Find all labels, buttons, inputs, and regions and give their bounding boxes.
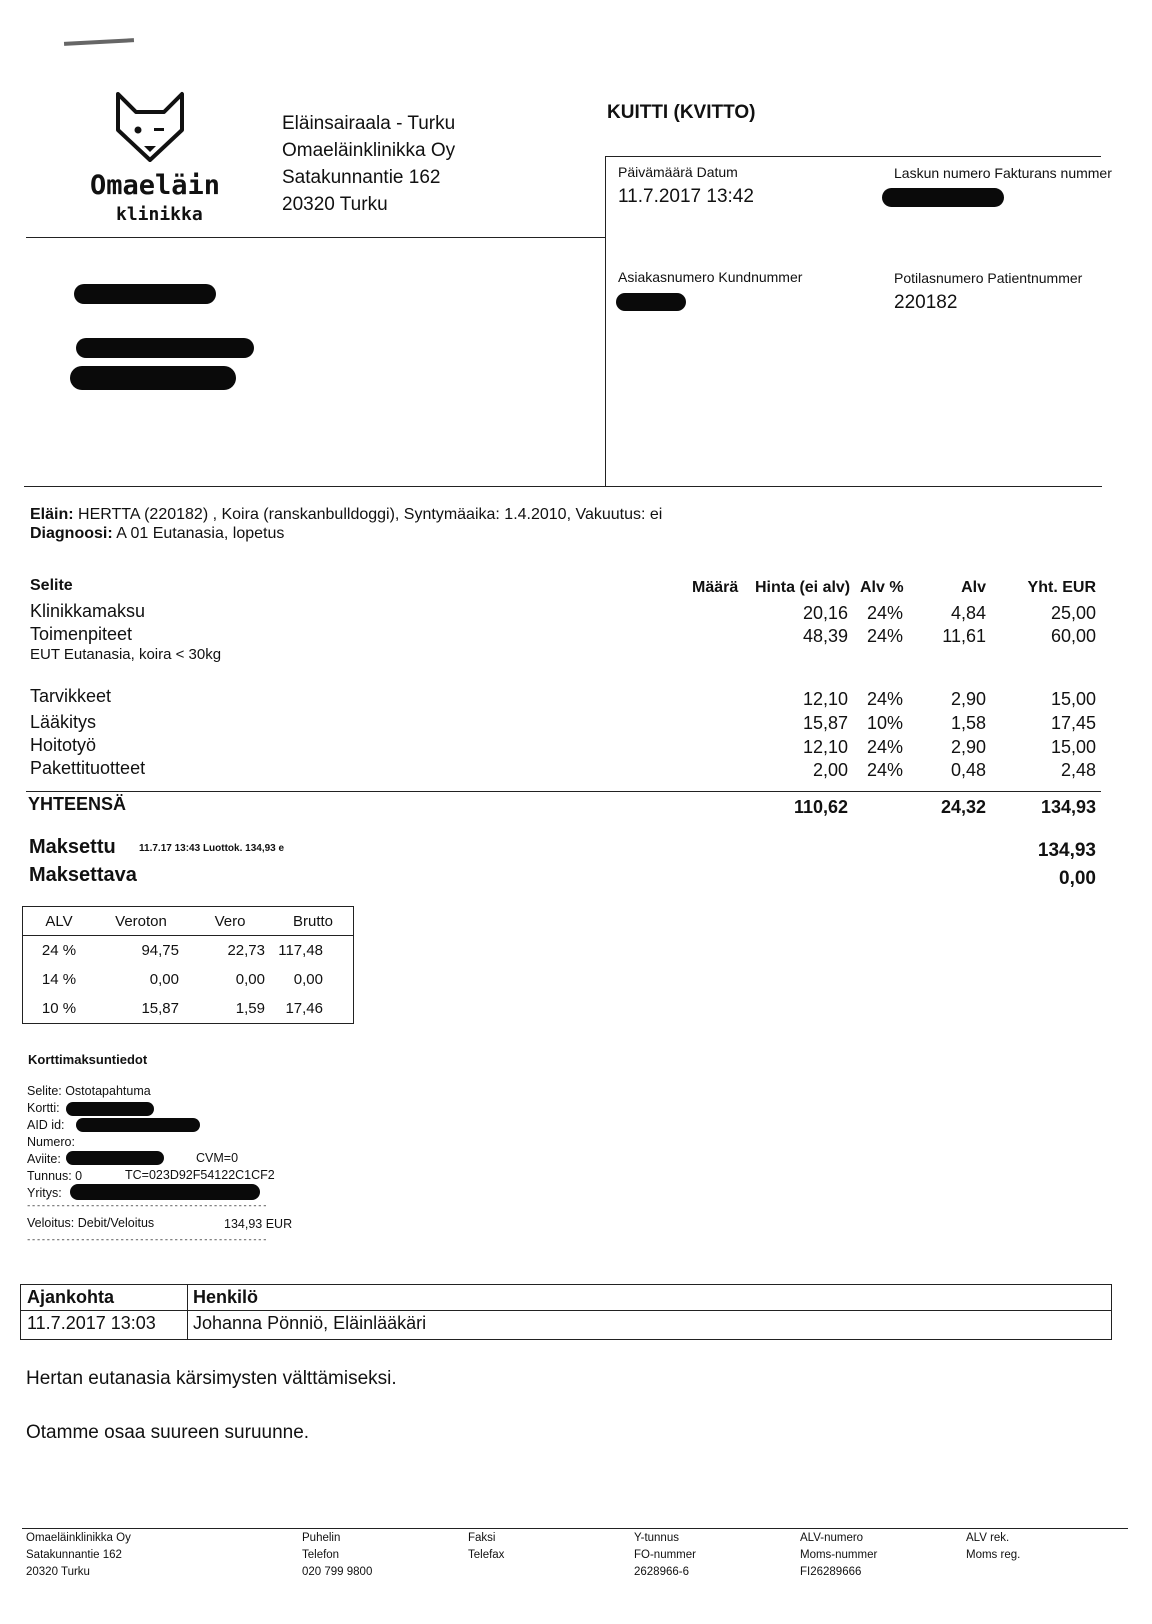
card-numero: Numero: [27,1135,75,1149]
footer-line: 020 799 9800 [302,1566,373,1578]
row-vatpct: 24% [867,689,904,709]
row-desc: Hoitotyö [30,735,97,755]
receipt-title: KUITTI (KVITTO) [607,102,756,123]
visit-person: Johanna Pönniö, Eläinlääkäri [193,1313,427,1333]
divider [26,237,606,238]
col-header-desc: Selite [30,577,73,594]
card-dash-line: ------------------------------------------------- [26,1235,268,1245]
vat-rate: 10 % [41,1000,77,1017]
visit-header-time: Ajankohta [27,1287,115,1307]
footer-line: Satakunnantie 162 [26,1549,122,1561]
vat-tax: 1,59 [235,1000,265,1017]
card-title: Korttimaksuntiedot [28,1052,148,1067]
total-label: YHTEENSÄ [28,794,127,814]
row-price: 15,87 [802,713,848,733]
patient-label: Potilasnumero Patientnummer [894,270,1083,286]
logo-wordmark-sub: klinikka [116,204,203,225]
divider [605,156,1101,157]
address-line: Eläinsairaala - Turku [282,113,456,134]
note-line: Hertan eutanasia kärsimysten välttämiseksi. [26,1368,397,1389]
col-header-price: Hinta (ei alv) [755,579,851,596]
vat-header-net: Veroton [95,907,187,936]
row-price: 12,10 [802,689,848,709]
row-vatpct: 24% [867,603,904,623]
row-vatpct: 10% [867,713,904,733]
footer-line: Moms-nummer [800,1549,878,1561]
row-vatpct: 24% [867,760,904,780]
table-row [23,965,354,994]
diagnosis-info [30,525,284,543]
total-vat: 24,32 [940,797,986,817]
footer-line: Faksi [468,1532,496,1544]
divider [22,1528,1128,1529]
footer-fax [468,1530,504,1564]
divider [605,156,606,486]
date-label: Päivämäärä Datum [618,164,738,180]
row-total: 25,00 [1050,603,1096,623]
visit-table [20,1284,1112,1340]
row-vatpct: 24% [867,626,904,646]
due-label: Maksettava [29,864,137,886]
vat-net: 94,75 [141,942,179,959]
footer-line: Omaeläinklinikka Oy [26,1532,131,1544]
paid-note: 11.7.17 13:43 Luottok. 134,93 e [139,843,285,854]
animal-label: Eläin: [30,506,74,523]
footer-line: 20320 Turku [26,1566,90,1578]
row-price: 48,39 [802,626,848,646]
row-desc: Pakettituotteet [30,758,146,778]
redacted-customer-street [76,338,254,358]
footer-company [26,1530,131,1581]
row-price: 12,10 [802,737,848,757]
address-line: 20320 Turku [282,194,388,215]
animal-value: HERTTA (220182) , Koira (ranskanbulldoggi), Syntymäaika: 1.4.2010, Vakuutus: ei [78,506,663,523]
card-tc: TC=023D92F54122C1CF2 [125,1168,275,1182]
footer-line: Telefax [468,1549,505,1561]
footer-line: Telefon [302,1549,340,1561]
invoice-label: Laskun numero Fakturans nummer [894,165,1112,181]
footer-line: FO-nummer [634,1549,696,1561]
row-total: 2,48 [1060,760,1096,780]
row-sub-desc: EUT Eutanasia, koira < 30kg [30,646,222,663]
redacted-aid [76,1118,200,1132]
row-vat: 11,61 [942,626,986,646]
vat-net: 15,87 [141,1000,179,1017]
note-line: Otamme osaa suureen suruunne. [26,1422,310,1443]
row-vat: 2,90 [950,689,986,709]
redacted-aviite [66,1151,164,1165]
vat-rate: 24 % [41,942,77,959]
footer-line: FI26289666 [800,1566,862,1578]
date-value: 11.7.2017 13:42 [618,186,754,207]
paid-label: Maksettu [29,836,116,858]
col-header-total: Yht. EUR [1027,579,1096,596]
address-line: Satakunnantie 162 [282,167,441,188]
redacted-customer-city [70,366,236,390]
total-price: 110,62 [793,797,848,817]
footer-line: Puhelin [302,1532,341,1544]
table-row [23,994,354,1024]
due-value: 0,00 [1059,868,1096,889]
row-total: 60,00 [1050,626,1096,646]
diagnosis-value: A 01 Eutanasia, lopetus [116,525,285,542]
col-header-vat: Alv [961,579,986,596]
row-vat: 4,84 [950,603,986,623]
footer-line: ALV-numero [800,1532,864,1544]
row-price: 20,16 [802,603,848,623]
vat-gross: 17,46 [285,1000,323,1017]
card-yritys: Yritys: [27,1186,62,1200]
paid-value: 134,93 [1037,840,1096,861]
row-desc: Lääkitys [30,712,97,732]
col-header-vatpct: Alv % [860,579,904,596]
address-line: Omaeläinklinikka Oy [282,140,456,161]
vat-header-rate: ALV [23,907,96,936]
footer-alvnum [800,1530,877,1581]
row-price: 2,00 [812,760,848,780]
row-total: 15,00 [1050,737,1096,757]
row-vat: 1,58 [950,713,986,733]
table-row [23,936,354,966]
card-tunnus: Tunnus: 0 [27,1169,83,1183]
visit-time: 11.7.2017 13:03 [27,1313,156,1333]
vat-gross: 117,48 [278,942,323,959]
row-total: 15,00 [1050,689,1096,709]
row-vat: 2,90 [950,737,986,757]
card-cvm: CVM=0 [196,1151,239,1165]
logo-wordmark: Omaeläin [90,170,221,201]
row-desc: Klinikkamaksu [30,601,146,621]
footer-phone [302,1530,372,1581]
divider [26,791,1101,792]
row-desc: Tarvikkeet [30,686,112,706]
vat-tax: 0,00 [235,971,265,988]
animal-info [30,506,662,524]
diagnosis-label: Diagnoosi: [30,525,113,542]
vat-header-tax: Vero [187,907,273,936]
vat-summary-table [22,906,354,1024]
redacted-invoice-number [882,188,1004,207]
col-header-qty: Määrä [692,579,739,596]
vat-net: 0,00 [149,971,179,988]
divider [187,1285,188,1339]
footer-alvrek [966,1530,1020,1564]
patient-value: 220182 [894,292,958,313]
cat-logo-icon [114,90,186,162]
divider [21,1310,1111,1311]
card-selite: Selite: Ostotapahtuma [27,1084,151,1098]
redacted-customer-name [74,284,216,304]
footer-ytunnus [634,1530,696,1581]
row-vatpct: 24% [867,737,904,757]
card-veloitus-value: 134,93 EUR [224,1217,293,1231]
clinic-address [282,110,455,218]
redacted-card-number [66,1102,154,1116]
card-dash-line: ------------------------------------------------- [26,1201,268,1211]
divider [24,486,1102,487]
footer-line: Y-tunnus [634,1532,679,1544]
row-desc: Toimenpiteet [30,624,133,644]
footer-line: ALV rek. [966,1532,1010,1544]
total-sum: 134,93 [1040,797,1096,817]
vat-header-gross: Brutto [273,907,354,936]
footer-line: 2628966-6 [634,1566,689,1578]
visit-header-person: Henkilö [193,1287,259,1307]
vat-rate: 14 % [41,971,77,988]
footer-line: Moms reg. [966,1549,1021,1561]
card-kortti: Kortti: [27,1101,60,1115]
vat-tax: 22,73 [227,942,265,959]
vat-gross: 0,00 [293,971,323,988]
table-header-row [23,907,354,936]
card-aviite: Aviite: [27,1152,61,1166]
redacted-customer-number [616,293,686,311]
row-vat: 0,48 [950,760,986,780]
card-aid: AID id: [27,1118,65,1132]
redacted-yritys [70,1184,260,1200]
scan-mark [64,38,134,46]
row-total: 17,45 [1050,713,1096,733]
customer-label: Asiakasnumero Kundnummer [618,269,803,285]
card-veloitus-label: Veloitus: Debit/Veloitus [27,1216,155,1230]
